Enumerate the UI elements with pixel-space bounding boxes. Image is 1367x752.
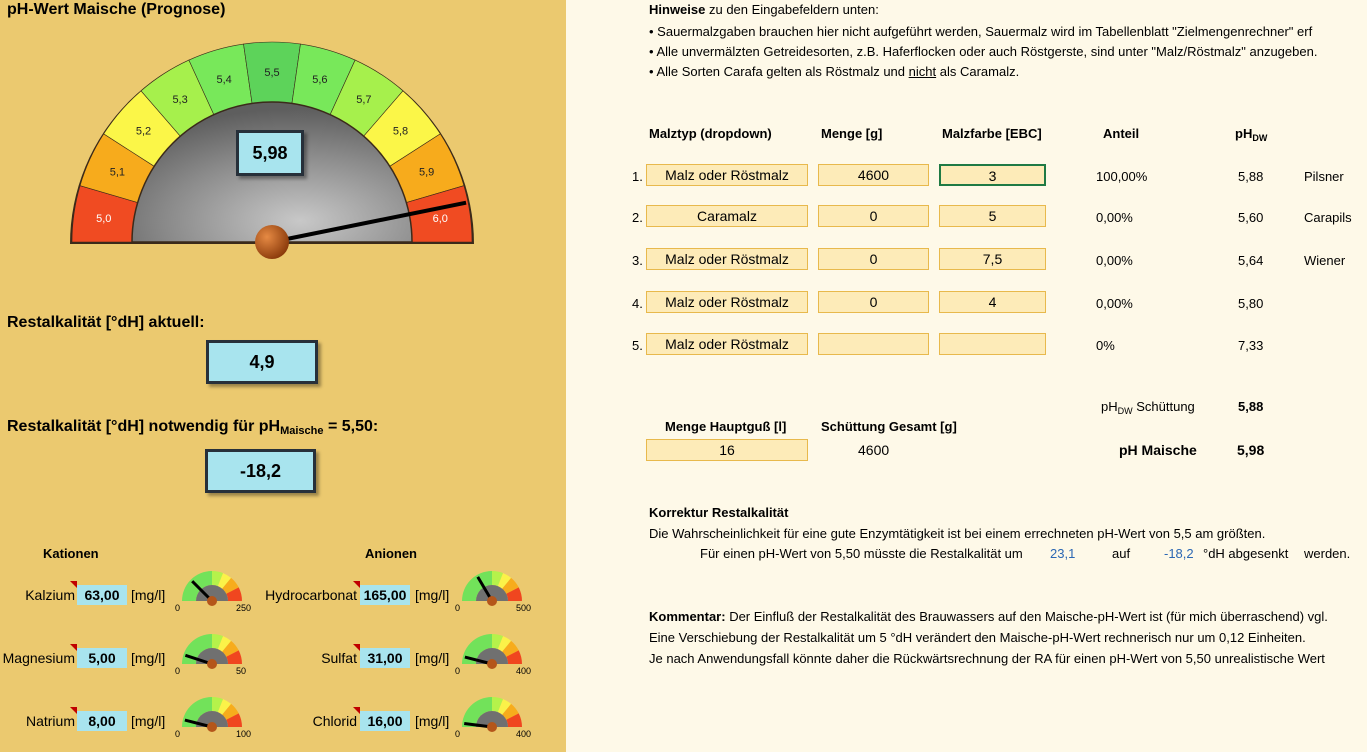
malt-ph: 5,60 <box>1238 210 1264 225</box>
ra-current-value: 4,9 <box>206 340 318 384</box>
ion-min-label: 0 <box>455 666 461 676</box>
hint-3: • Alle Sorten Carafa gelten als Röstmalz und nicht als Caramalz. <box>649 64 1020 79</box>
ion-mini-gauge <box>172 630 262 680</box>
row-number: 3. <box>632 253 643 268</box>
ra-needed-label: Restalkalität [°dH] notwendig für $pH_{Maische} = 5,50$: <box>7 418 379 437</box>
mini-gauge-hub <box>207 659 217 669</box>
ion-min-label: 0 <box>175 729 181 739</box>
malt-amount-input[interactable]: 4600 <box>818 164 929 186</box>
ion-unit: [mg/l] <box>415 713 450 729</box>
header-menge: Menge [g] <box>821 126 883 141</box>
cations-title: Kationen <box>43 546 99 561</box>
malt-type-dropdown[interactable]: Malz oder Röstmalz <box>646 291 808 313</box>
gauge-tick-label: 5,0 <box>96 212 112 225</box>
ion-min-label: 0 <box>455 603 461 613</box>
malt-color-input[interactable]: 3 <box>939 164 1046 186</box>
korrektur-line: Für einen pH-Wert von 5,50 müsste die Restalkalität um <box>700 546 1023 561</box>
comment-indicator[interactable] <box>353 581 360 588</box>
malt-share: 100,00% <box>1096 169 1148 184</box>
anions-title: Anionen <box>365 546 417 561</box>
gauge-tick-label: 6,0 <box>432 212 448 225</box>
ion-max-label: 50 <box>236 666 247 676</box>
gauge-hub <box>255 225 289 259</box>
malt-color-input[interactable]: 7,5 <box>939 248 1046 270</box>
malt-amount-input[interactable] <box>818 333 929 355</box>
header-anteil: Anteil <box>1103 126 1140 141</box>
comment-indicator[interactable] <box>353 644 360 651</box>
malt-color-input[interactable]: 4 <box>939 291 1046 313</box>
malt-amount-input[interactable]: 0 <box>818 248 929 270</box>
malt-share: 0% <box>1096 338 1115 353</box>
korrektur-auf: auf <box>1112 546 1131 561</box>
malt-ph: 5,64 <box>1238 253 1264 268</box>
korrektur-unit: °dH abgesenkt <box>1203 546 1289 561</box>
header-ph: $pH_{DW}$ <box>1235 126 1268 143</box>
gauge-title: pH-Wert Maische (Prognose) <box>7 1 226 18</box>
ion-min-label: 0 <box>175 603 181 613</box>
row-number: 5. <box>632 338 643 353</box>
gauge-tick-label: 5,8 <box>392 125 409 138</box>
malt-type-dropdown[interactable]: Malz oder Röstmalz <box>646 164 808 186</box>
ion-max-label: 250 <box>236 603 252 613</box>
malt-type-dropdown[interactable]: Malz oder Röstmalz <box>646 248 808 270</box>
ra-needed-value: -18,2 <box>205 449 316 493</box>
malt-ph: 5,80 <box>1238 296 1264 311</box>
gauge-value-display: 5,98 <box>236 130 304 176</box>
row-number: 4. <box>632 296 643 311</box>
ion-max-label: 400 <box>516 666 532 676</box>
korrektur-title: Korrektur Restalkalität <box>649 505 789 520</box>
ion-unit: [mg/l] <box>131 713 166 729</box>
header-farbe: Malzfarbe [EBC] <box>942 126 1042 141</box>
korrektur-value-1: 23,1 <box>1050 546 1076 561</box>
comment-indicator[interactable] <box>353 707 360 714</box>
ion-unit: [mg/l] <box>415 650 450 666</box>
kommentar-line-3: Je nach Anwendungsfall könnte daher die Rückwärtsrechnung der RA für einen pH-Wert von 5,50 unrealistische Wert <box>649 651 1325 666</box>
gauge-tick-label: 5,6 <box>312 73 328 86</box>
ra-current-label: Restalkalität [°dH] aktuell: <box>7 314 205 331</box>
malt-type-dropdown[interactable]: Caramalz <box>646 205 808 227</box>
ion-value[interactable]: 63,00 <box>77 585 127 605</box>
mini-gauge-hub <box>207 596 217 606</box>
ion-unit: [mg/l] <box>131 587 166 603</box>
hint-2: • Alle unvermälzten Getreidesorten, z.B. Haferflocken oder auch Röstgerste, sind unter "Malz/Röstmalz" anzugeben. <box>649 44 1318 59</box>
mini-gauge-hub <box>487 596 497 606</box>
malt-share: 0,00% <box>1096 296 1133 311</box>
korrektur-text: Die Wahrscheinlichkeit für eine gute Enzymtätigkeit ist bei einem errechneten pH-Wert von 5,5 am größten. <box>649 526 1266 541</box>
ion-value[interactable]: 16,00 <box>360 711 410 731</box>
hint-1: • Sauermalzgaben brauchen hier nicht aufgeführt werden, Sauermalz wird im Tabellenblatt "Zielmengenrechner" erf <box>649 24 1313 39</box>
malt-name: Pilsner <box>1304 169 1344 184</box>
ion-name: Sulfat <box>321 650 357 666</box>
gauge-tick-label: 5,4 <box>216 73 232 86</box>
malt-amount-input[interactable]: 0 <box>818 205 929 227</box>
malt-name: Carapils <box>1304 210 1352 225</box>
ion-value[interactable]: 8,00 <box>77 711 127 731</box>
kommentar-line-1: Kommentar: Der Einfluß der Restalkalität des Brauwassers auf den Maische-pH-Wert ist (für mich überraschend) vgl. <box>649 609 1328 624</box>
schuettung-gesamt-label: Schüttung Gesamt [g] <box>821 419 957 434</box>
malt-share: 0,00% <box>1096 253 1133 268</box>
ion-name: Chlorid <box>312 713 357 729</box>
ion-name: Magnesium <box>2 650 75 666</box>
menge-hauptguss-input[interactable]: 16 <box>646 439 808 461</box>
ph-schuettung-label: $pH_{DW}$ Schüttung <box>1101 399 1195 416</box>
ph-maische-value: 5,98 <box>1237 442 1265 458</box>
gauge-tick-label: 5,9 <box>418 166 435 179</box>
schuettung-gesamt-value: 4600 <box>858 442 890 458</box>
gauge-tick-label: 5,2 <box>135 125 152 138</box>
ion-value[interactable]: 165,00 <box>360 585 410 605</box>
right-panel <box>566 0 1367 752</box>
row-number: 2. <box>632 210 643 225</box>
korrektur-werden: werden. <box>1304 546 1351 561</box>
ion-max-label: 400 <box>516 729 532 739</box>
ion-name: Natrium <box>25 713 75 729</box>
comment-indicator[interactable] <box>70 581 77 588</box>
malt-color-input[interactable]: 5 <box>939 205 1046 227</box>
ph-maische-label: pH Maische <box>1119 442 1197 458</box>
header-malztyp: Malztyp (dropdown) <box>649 126 772 141</box>
malt-amount-input[interactable]: 0 <box>818 291 929 313</box>
mini-gauge-hub <box>207 722 217 732</box>
gauge-tick-label: 5,3 <box>172 93 188 106</box>
ion-unit: [mg/l] <box>415 587 450 603</box>
malt-name: Wiener <box>1304 253 1346 268</box>
ph-schuettung-value: 5,88 <box>1238 399 1264 414</box>
kommentar-line-2: Eine Verschiebung der Restalkalität um 5 °dH verändert den Maische-pH-Wert rechnerisch nur um 0,12 Einheiten. <box>649 630 1306 645</box>
row-number: 1. <box>632 169 643 184</box>
korrektur-value-2: -18,2 <box>1164 546 1194 561</box>
mini-gauge-hub <box>487 659 497 669</box>
malt-ph: 7,33 <box>1238 338 1264 353</box>
ion-max-label: 100 <box>236 729 252 739</box>
ion-value[interactable]: 31,00 <box>360 648 410 668</box>
ion-min-label: 0 <box>455 729 461 739</box>
gauge-tick-label: 5,5 <box>264 67 280 79</box>
malt-color-input[interactable] <box>939 333 1046 355</box>
gauge-tick-label: 5,1 <box>109 166 126 179</box>
malt-type-dropdown[interactable]: Malz oder Röstmalz <box>646 333 808 355</box>
hints-heading: Hinweise zu den Eingabefeldern unten: <box>649 2 879 17</box>
ion-value[interactable]: 5,00 <box>77 648 127 668</box>
mini-gauge-hub <box>487 722 497 732</box>
comment-indicator[interactable] <box>70 644 77 651</box>
comment-indicator[interactable] <box>70 707 77 714</box>
ion-unit: [mg/l] <box>131 650 166 666</box>
ion-name: Kalzium <box>25 587 75 603</box>
malt-ph: 5,88 <box>1238 169 1264 184</box>
ion-min-label: 0 <box>175 666 181 676</box>
ion-max-label: 500 <box>516 603 532 613</box>
ion-name: Hydrocarbonat <box>265 587 357 603</box>
left-panel <box>0 0 566 752</box>
menge-hauptguss-label: Menge Hauptguß [l] <box>665 419 787 434</box>
malt-share: 0,00% <box>1096 210 1133 225</box>
gauge-tick-label: 5,7 <box>356 93 372 106</box>
